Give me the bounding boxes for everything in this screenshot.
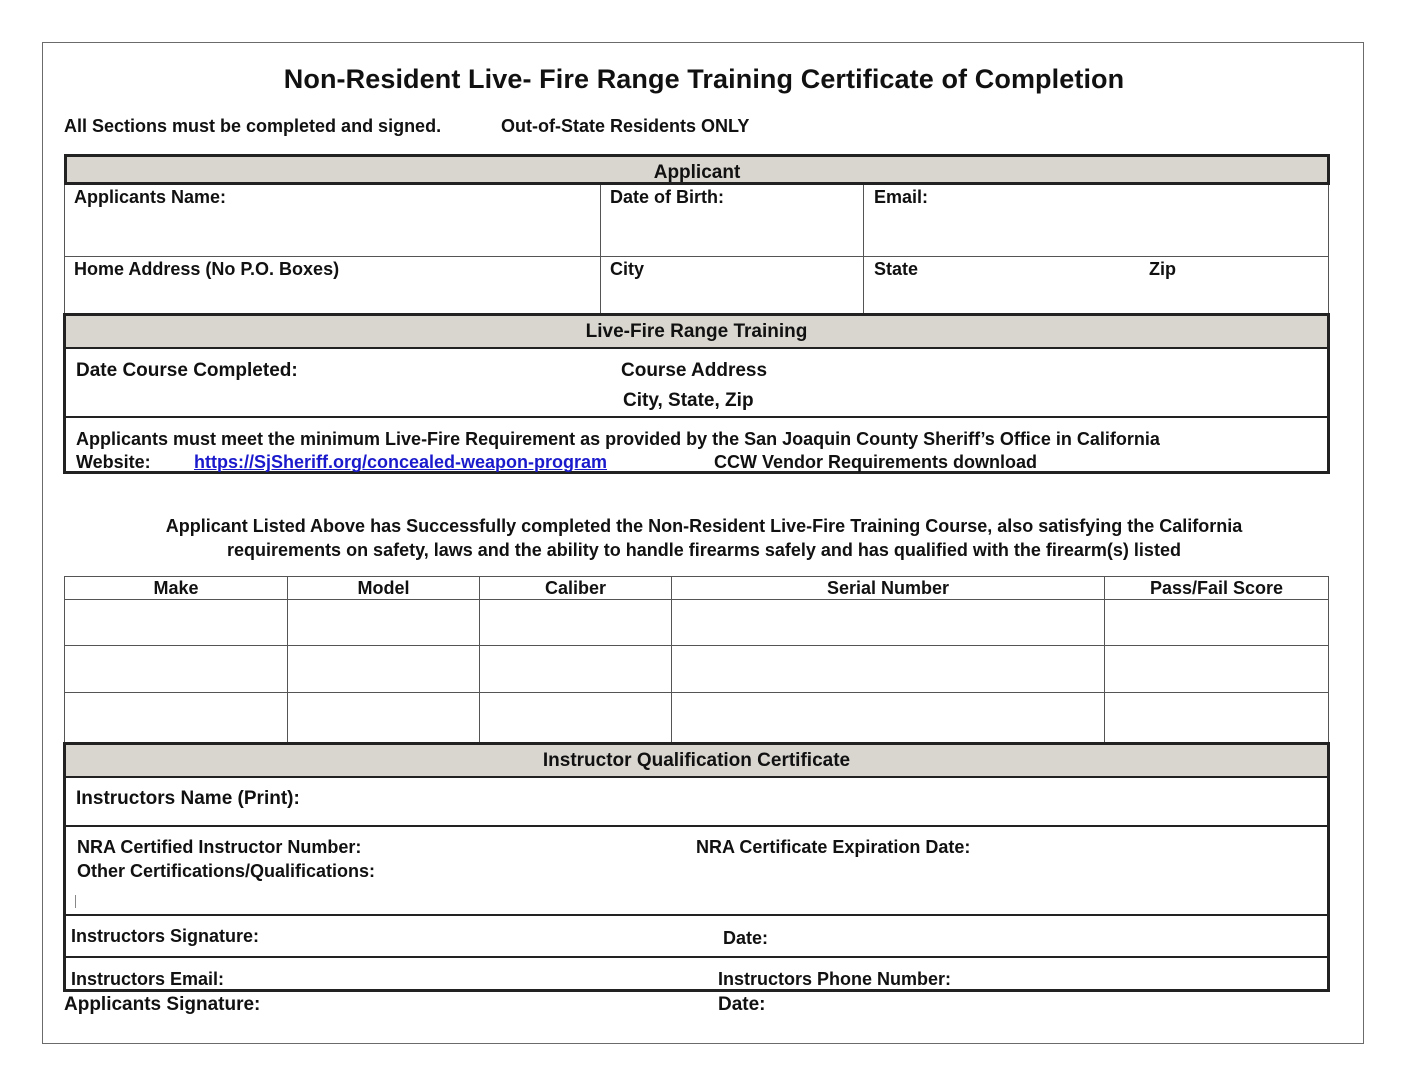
- completion-note: All Sections must be completed and signed.: [64, 116, 442, 136]
- date-of-birth-field[interactable]: Date of Birth:: [610, 187, 724, 207]
- applicant-signature-date-field[interactable]: Date:: [718, 994, 766, 1015]
- instructor-rule-2: [66, 914, 1327, 916]
- column-header-make: Make: [153, 578, 199, 598]
- applicant-name-field[interactable]: Applicants Name:: [74, 187, 227, 207]
- nra-expiration-date-field[interactable]: NRA Certificate Expiration Date:: [696, 837, 971, 857]
- state-field[interactable]: State: [874, 259, 919, 279]
- instructor-header: Instructor Qualification Certificate: [66, 745, 1327, 776]
- other-certifications-field[interactable]: Other Certifications/Qualifications:: [77, 861, 376, 881]
- applicant-header: Applicant: [64, 154, 1330, 185]
- table-top-rule: [64, 576, 1329, 577]
- instructor-rule-1: [66, 825, 1327, 827]
- vendor-requirements-text: CCW Vendor Requirements download: [714, 452, 1038, 472]
- nra-instructor-number-field[interactable]: NRA Certified Instructor Number:: [77, 837, 362, 857]
- residency-note: Out-of-State Residents ONLY: [501, 116, 750, 136]
- table-row[interactable]: [65, 646, 1328, 692]
- training-header: Live-Fire Range Training: [66, 316, 1327, 347]
- column-header-pass-fail-score: Pass/Fail Score: [1149, 578, 1284, 598]
- table-row[interactable]: [65, 693, 1328, 741]
- text-cursor-mark: [75, 895, 76, 908]
- course-address-field[interactable]: Course Address: [621, 360, 768, 381]
- column-header-model: Model: [357, 578, 410, 598]
- form-title: Non-Resident Live- Fire Range Training Certificate of Completion: [283, 64, 1125, 94]
- date-course-completed-field[interactable]: Date Course Completed:: [76, 360, 298, 381]
- table-row[interactable]: [65, 600, 1328, 645]
- instructor-name-field[interactable]: Instructors Name (Print):: [76, 788, 300, 809]
- zip-field[interactable]: Zip: [1149, 259, 1176, 279]
- applicant-col-divider-1: [600, 185, 601, 313]
- applicant-col-divider-2: [863, 185, 864, 313]
- course-city-state-zip-field[interactable]: City, State, Zip: [623, 390, 754, 411]
- instructor-rule-3: [66, 956, 1327, 958]
- applicant-border-right: [1328, 185, 1329, 313]
- training-row-rule: [66, 416, 1327, 418]
- home-address-field[interactable]: Home Address (No P.O. Boxes): [74, 259, 340, 279]
- applicant-row-divider: [64, 256, 1329, 257]
- column-header-serial-number: Serial Number: [826, 578, 950, 598]
- training-header-rule: [66, 347, 1327, 349]
- instructor-signature-date-field[interactable]: Date:: [723, 928, 769, 948]
- requirement-text: Applicants must meet the minimum Live-Fire Requirement as provided by the San Joaquin County Sheriff’s Office in California: [76, 429, 1160, 449]
- sheriff-website-link[interactable]: https://SjSheriff.org/concealed-weapon-program: [194, 452, 608, 472]
- instructor-phone-field[interactable]: Instructors Phone Number:: [718, 969, 952, 989]
- city-field[interactable]: City: [610, 259, 645, 279]
- instructor-header-rule: [66, 776, 1327, 778]
- completion-statement-line-1: Applicant Listed Above has Successfully completed the Non-Resident Live-Fire Training Course, also satisfying the California: [165, 516, 1243, 536]
- applicant-border-left: [64, 185, 65, 313]
- column-header-caliber: Caliber: [544, 578, 607, 598]
- instructor-email-field[interactable]: Instructors Email:: [71, 969, 225, 989]
- website-label: Website:: [76, 452, 151, 472]
- email-field[interactable]: Email:: [874, 187, 929, 207]
- instructor-signature-field[interactable]: Instructors Signature:: [71, 926, 260, 946]
- applicant-signature-field[interactable]: Applicants Signature:: [64, 994, 261, 1015]
- completion-statement-line-2: requirements on safety, laws and the ability to handle firearms safely and has qualified with the firearm(s) listed: [227, 540, 1181, 560]
- table-col-line-5: [1328, 576, 1329, 742]
